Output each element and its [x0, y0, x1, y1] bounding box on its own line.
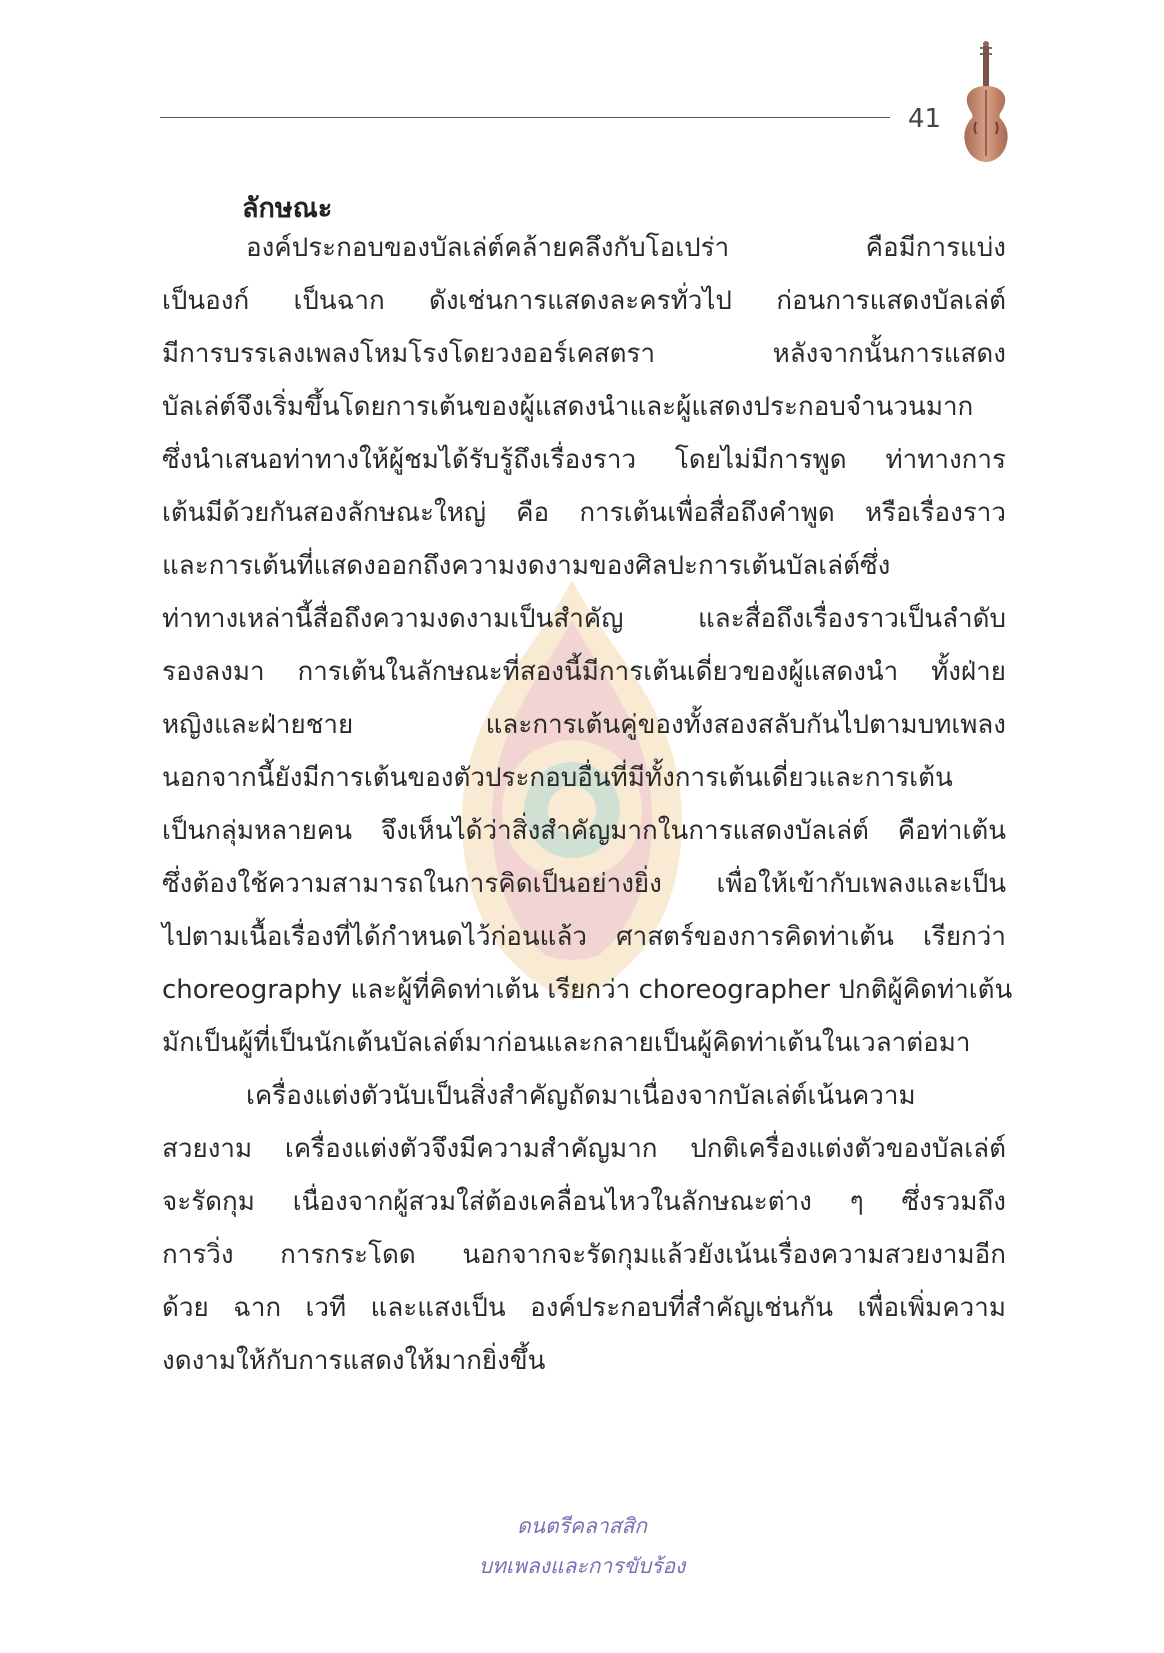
- text-line: จะรัดกุม เนื่องจากผู้สวมใส่ต้องเคลื่อนไหวในลักษณะต่าง ๆ ซึ่งรวมถึง: [162, 1187, 1006, 1217]
- text-line: ไปตามเนื้อเรื่องที่ได้กำหนดไว้ก่อนแล้ว ศาสตร์ของการคิดท่าเต้น เรียกว่า: [162, 922, 1006, 952]
- text-line: องค์ประกอบของบัลเล่ต์คล้ายคลึงกับโอเปร่า คือมีการแบ่ง: [246, 233, 1006, 263]
- text-line: ท่าทางเหล่านี้สื่อถึงความงดงามเป็นสำคัญ และสื่อถึงเรื่องราวเป็นลำดับ: [162, 604, 1006, 634]
- page-number: 41: [908, 104, 942, 134]
- text-line: นอกจากนี้ยังมีการเต้นของตัวประกอบอื่นที่มีทั้งการเต้นเดี่ยวและการเต้น: [162, 763, 953, 793]
- text-line: เต้นมีด้วยกันสองลักษณะใหญ่ คือ การเต้นเพื่อสื่อถึงคำพูด หรือเรื่องราว: [162, 498, 1006, 528]
- footer-line-1: ดนตรีคลาสสิก: [517, 1514, 647, 1538]
- header-rule: [160, 117, 890, 118]
- text-line: การวิ่ง การกระโดด นอกจากจะรัดกุมแล้วยังเน้นเรื่องความสวยงามอีก: [162, 1240, 1006, 1270]
- text-line: บัลเล่ต์จึงเริ่มขึ้นโดยการเต้นของผู้แสดงนำและผู้แสดงประกอบจำนวนมาก: [162, 392, 974, 422]
- text-line: ซึ่งต้องใช้ความสามารถในการคิดเป็นอย่างยิ่ง เพื่อให้เข้ากับเพลงและเป็น: [162, 869, 1006, 899]
- text-line: หญิงและฝ่ายชาย และการเต้นคู่ของทั้งสองสลับกันไปตามบทเพลง: [162, 710, 1006, 740]
- text-line: มักเป็นผู้ที่เป็นนักเต้นบัลเล่ต์มาก่อนและกลายเป็นผู้คิดท่าเต้นในเวลาต่อมา: [162, 1028, 971, 1058]
- text-line: สวยงาม เครื่องแต่งตัวจึงมีความสำคัญมาก ปกติเครื่องแต่งตัวของบัลเล่ต์: [162, 1134, 1006, 1164]
- text-line: เป็นกลุ่มหลายคน จึงเห็นได้ว่าสิ่งสำคัญมากในการแสดงบัลเล่ต์ คือท่าเต้น: [162, 816, 1006, 846]
- footer-line-2: บทเพลงและการขับร้อง: [478, 1554, 686, 1578]
- text-line: มีการบรรเลงเพลงโหมโรงโดยวงออร์เคสตรา หลังจากนั้นการแสดง: [162, 339, 1006, 369]
- text-line: ซึ่งนำเสนอท่าทางให้ผู้ชมได้รับรู้ถึงเรื่องราว โดยไม่มีการพูด ท่าทางการ: [162, 445, 1006, 475]
- text-line: และการเต้นที่แสดงออกถึงความงดงามของศิลปะการเต้นบัลเล่ต์ซึ่ง: [162, 551, 891, 581]
- violin-icon: [958, 38, 1014, 164]
- text-line: เครื่องแต่งตัวนับเป็นสิ่งสำคัญถัดมาเนื่องจากบัลเล่ต์เน้นความ: [246, 1081, 916, 1111]
- text-line: ด้วย ฉาก เวที และแสงเป็น องค์ประกอบที่สำคัญเช่นกัน เพื่อเพิ่มความ: [162, 1293, 1006, 1323]
- text-line: เป็นองก์ เป็นฉาก ดังเช่นการแสดงละครทั่วไป ก่อนการแสดงบัลเล่ต์: [162, 286, 1006, 316]
- text-line: choreography และผู้ที่คิดท่าเต้น เรียกว่า choreographer ปกติผู้คิดท่าเต้น: [162, 975, 1013, 1005]
- section-heading: ลักษณะ: [242, 193, 333, 224]
- text-line: รองลงมา การเต้นในลักษณะที่สองนี้มีการเต้นเดี่ยวของผู้แสดงนำ ทั้งฝ่าย: [162, 657, 1006, 687]
- text-line: งดงามให้กับการแสดงให้มากยิ่งขึ้น: [162, 1346, 546, 1376]
